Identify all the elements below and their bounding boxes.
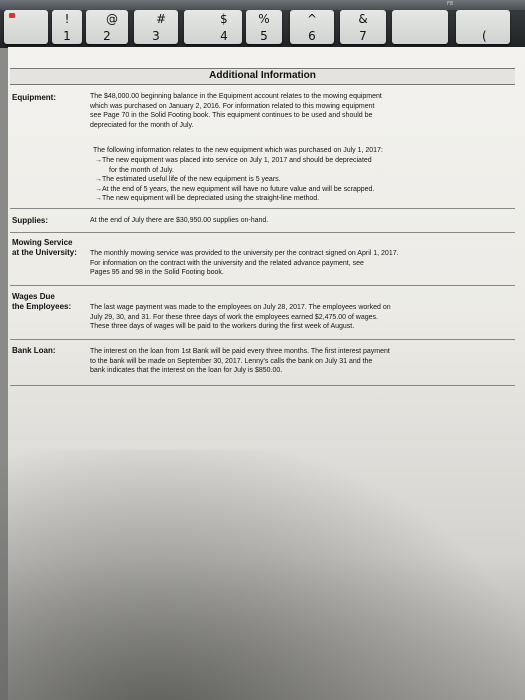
key-number: 2 bbox=[103, 29, 111, 43]
keyboard-key bbox=[86, 10, 128, 44]
section-label-supplies: Supplies: bbox=[12, 216, 49, 225]
key-symbol: $ bbox=[220, 12, 228, 26]
text-line: The $48,000.00 beginning balance in the Equipment account relates to the mowing equipment bbox=[90, 93, 382, 100]
equipment-bullets bbox=[95, 156, 490, 204]
mowing-paragraph bbox=[90, 249, 490, 278]
text-line: The last wage payment was made to the employees on July 28, 2017. The employees worked on bbox=[90, 304, 391, 311]
section-label-equipment: Equipment: bbox=[12, 93, 56, 102]
keyboard-key bbox=[134, 10, 178, 44]
title-bar bbox=[10, 68, 515, 85]
key-symbol: @ bbox=[106, 12, 118, 26]
text-line: depreciated for the month of July. bbox=[90, 121, 194, 129]
key-symbol: % bbox=[258, 12, 270, 26]
key-number: 6 bbox=[308, 29, 316, 43]
section-label-mowing bbox=[12, 238, 77, 258]
text-line: At the end of July there are $30,950.00 supplies on-hand. bbox=[90, 217, 269, 224]
keyboard-key bbox=[456, 10, 510, 44]
bullet-line: →At the end of 5 years, the new equipment will have no future value and will be scrapped. bbox=[95, 185, 375, 193]
photo-shadow bbox=[0, 450, 525, 700]
text-line: bank indicates that the interest on the loan for July is $850.00. bbox=[90, 367, 283, 374]
text-line: The monthly mowing service was provided to the university per the contract signed on April 1, 2017. bbox=[90, 250, 399, 257]
section-divider bbox=[10, 385, 515, 386]
bullet-line: →The estimated useful life of the new equipment is 5 years. bbox=[95, 176, 281, 183]
equipment-paragraph bbox=[90, 92, 490, 130]
label-line: Wages Due bbox=[12, 292, 55, 301]
bullet-line: →The new equipment will be depreciated using the straight-line method. bbox=[95, 195, 320, 202]
indicator-light bbox=[9, 13, 15, 18]
bullet-line: for the month of July. bbox=[109, 166, 174, 174]
text-line: to the bank will be made on September 30, 2017. Lenny's calls the bank on July 31 and the bbox=[90, 357, 373, 365]
text-line: July 29, 30, and 31. For these three days of work the employees earned $2,475.00 of wages. bbox=[90, 313, 378, 321]
text-line: see Page 70 in the Solid Footing book. This equipment continues to be used and should be bbox=[90, 112, 373, 119]
label-line: at the University: bbox=[12, 248, 77, 257]
bullet-line: →The new equipment was placed into service on July 1, 2017 and should be depreciated bbox=[95, 157, 372, 164]
keyboard-key bbox=[184, 10, 242, 44]
key-number: 5 bbox=[260, 29, 268, 43]
key-number: 3 bbox=[152, 29, 160, 43]
label-line: the Employees: bbox=[12, 302, 72, 311]
fkey-label: F8 bbox=[447, 1, 454, 7]
page-title: Additional Information bbox=[209, 70, 316, 81]
text-line: Pages 95 and 98 in the Solid Footing book. bbox=[90, 269, 224, 276]
keyboard-key bbox=[392, 10, 448, 44]
keyboard-key bbox=[290, 10, 334, 44]
key-number: 7 bbox=[359, 29, 367, 43]
keyboard-key bbox=[246, 10, 282, 44]
key-symbol: # bbox=[156, 12, 167, 26]
section-divider bbox=[10, 208, 515, 209]
key-symbol: ! bbox=[64, 12, 70, 26]
section-label-bank-loan: Bank Loan: bbox=[12, 346, 56, 355]
wages-paragraph bbox=[90, 303, 490, 332]
text-line: which was purchased on January 2, 2016. For information related to this mowing equipment bbox=[90, 102, 375, 110]
section-divider bbox=[10, 339, 515, 340]
keyboard-key bbox=[340, 10, 386, 44]
text-line: These three days of wages will be paid to the workers during the first week of August. bbox=[90, 323, 355, 330]
equipment-intro: The following information relates to the new equipment which was purchased on July 1, 2017: bbox=[93, 147, 383, 154]
key-number: ( bbox=[482, 29, 487, 43]
supplies-paragraph bbox=[90, 216, 490, 226]
section-label-wages bbox=[12, 292, 71, 312]
section-divider bbox=[10, 232, 515, 233]
keyboard-key bbox=[52, 10, 82, 44]
keyboard bbox=[0, 0, 525, 48]
label-line: Mowing Service bbox=[12, 238, 73, 247]
section-divider bbox=[10, 285, 515, 286]
text-line: For information on the contract with the university and the related advance payment, see bbox=[90, 259, 364, 267]
key-number: 4 bbox=[220, 29, 228, 43]
key-symbol: & bbox=[358, 12, 368, 26]
bank-loan-paragraph bbox=[90, 347, 490, 376]
key-number: 1 bbox=[63, 29, 71, 43]
text-line: The interest on the loan from 1st Bank will be paid every three months. The first interest payment bbox=[90, 348, 390, 355]
function-key-row bbox=[0, 0, 525, 10]
key-symbol: ^ bbox=[306, 12, 318, 26]
keyboard-key bbox=[4, 10, 48, 44]
